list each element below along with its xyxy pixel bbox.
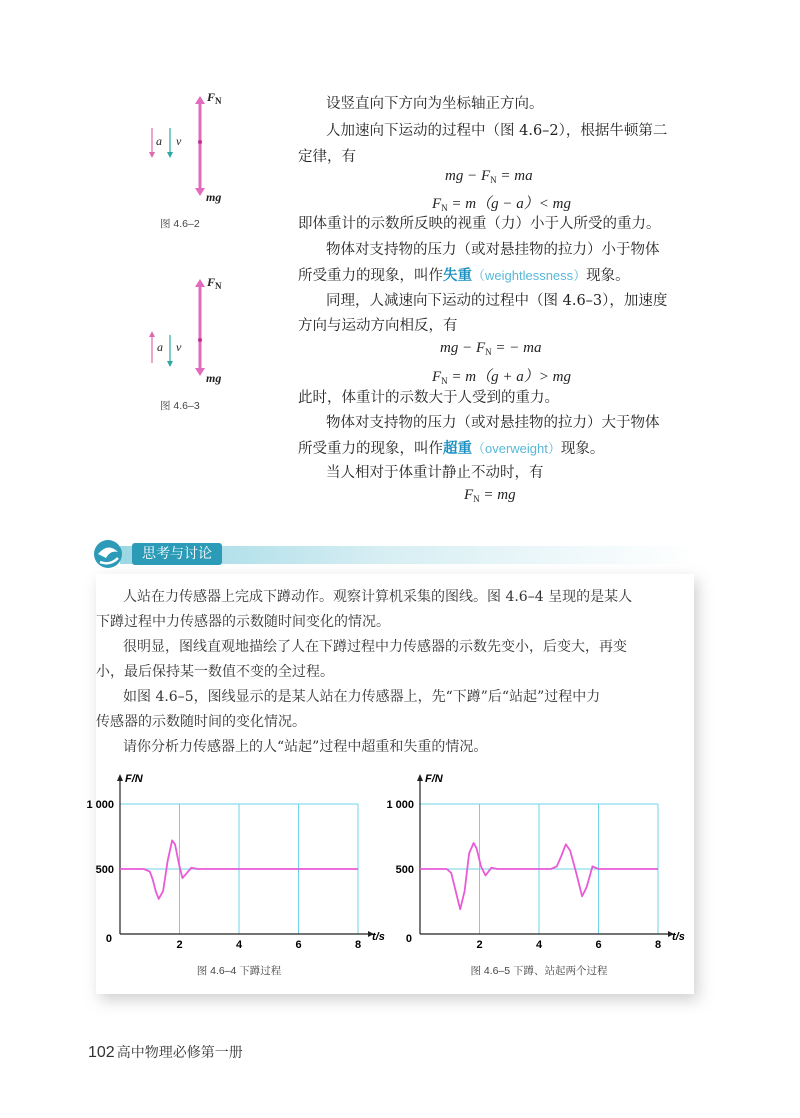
term-overweight: 超重 bbox=[443, 440, 472, 457]
discussion-p1b: 下蹲过程中力传感器的示数随时间变化的情况。 bbox=[96, 614, 390, 630]
discussion-p3a: 如图 4.6–5，图线显示的是某人站在力传感器上，先“下蹲”后“站起”过程中力 bbox=[123, 689, 601, 705]
paragraph-5a: 同理，人减速向下运动的过程中（图 4.6–3），加速度 bbox=[326, 293, 668, 309]
x-tick-label: 4 bbox=[535, 939, 543, 951]
paragraph-1: 设竖直向下方向为坐标轴正方向。 bbox=[326, 96, 544, 112]
x-tick-label: 2 bbox=[176, 939, 183, 951]
equation-3: mg − $F_N$ = − ma bbox=[440, 340, 542, 357]
fig3-caption: 图 4.6–3 bbox=[160, 400, 200, 412]
x-tick-label: 6 bbox=[595, 939, 602, 951]
discussion-banner bbox=[88, 538, 694, 568]
paragraph-7b: 所受重力的现象，叫作超重（overweight）现象。 bbox=[298, 440, 605, 457]
equation-5: $F_N$ = mg bbox=[464, 487, 516, 504]
discussion-p2b: 小，最后保持某一数值不变的全过程。 bbox=[96, 664, 334, 680]
fig3-fn-label: $F_N$ bbox=[207, 275, 222, 291]
x-tick-label: 4 bbox=[235, 939, 243, 951]
paragraph-2a: 人加速向下运动的过程中（图 4.6–2），根据牛顿第二 bbox=[326, 123, 668, 139]
x-axis-label: t/s bbox=[672, 931, 685, 943]
fig2-a-label: a bbox=[156, 134, 162, 148]
book-title: 高中物理必修第一册 bbox=[116, 1045, 243, 1061]
paragraph-3: 即体重计的示数所反映的视重（力）小于人所受的重力。 bbox=[298, 216, 661, 232]
y-axis-label: F/N bbox=[425, 773, 443, 785]
origin-label: 0 bbox=[105, 933, 112, 945]
y-tick-label: 500 bbox=[95, 864, 114, 876]
equation-2: $F_N = m(g - a)<$ mg bbox=[432, 196, 571, 213]
y-tick-label: 1 000 bbox=[386, 799, 414, 811]
paragraph-8: 当人相对于体重计静止不动时，有 bbox=[326, 465, 544, 481]
fig3-v-label: v bbox=[176, 340, 182, 354]
x-axis-label: t/s bbox=[372, 931, 385, 943]
equation-4: $F_N = m(g + a)>$ mg bbox=[432, 369, 571, 386]
discussion-p1a: 人站在力传感器上完成下蹲动作。观察计算机采集的图线。图 4.6–4 呈现的是某人 bbox=[123, 589, 633, 605]
chart-caption: 图 4.6–4 下蹲过程 bbox=[196, 965, 282, 977]
y-axis-arrow bbox=[117, 774, 123, 781]
fig2-caption: 图 4.6–2 bbox=[160, 218, 200, 230]
y-axis-label: F/N bbox=[125, 773, 143, 785]
discussion-p3b: 传感器的示数随时间的变化情况。 bbox=[96, 714, 306, 730]
origin-label: 0 bbox=[405, 933, 412, 945]
term-weightlessness: 失重 bbox=[443, 267, 472, 284]
x-tick-label: 2 bbox=[476, 939, 483, 951]
page-footer bbox=[88, 1042, 243, 1062]
paragraph-6: 此时，体重计的示数大于人受到的重力。 bbox=[298, 390, 559, 406]
discussion-p4: 请你分析力传感器上的人“站起”过程中超重和失重的情况。 bbox=[123, 739, 488, 755]
figure-4-6-3 bbox=[140, 275, 240, 390]
discussion-title: 思考与讨论 bbox=[132, 543, 222, 565]
discussion-logo-icon bbox=[88, 538, 132, 570]
paragraph-2b: 定律，有 bbox=[298, 149, 356, 165]
y-tick-label: 500 bbox=[395, 864, 414, 876]
page-number: 102 bbox=[88, 1044, 115, 1061]
y-tick-label: 1 000 bbox=[86, 799, 114, 811]
y-axis-arrow bbox=[417, 774, 423, 781]
fig3-mg-label: mg bbox=[206, 371, 222, 385]
figure-4-6-2 bbox=[140, 92, 240, 232]
fig3-a-label: a bbox=[157, 340, 163, 354]
x-tick-label: 8 bbox=[654, 939, 662, 951]
x-tick-label: 8 bbox=[354, 939, 362, 951]
paragraph-4a: 物体对支持物的压力（或对悬挂物的拉力）小于物体 bbox=[326, 242, 660, 258]
fig2-v-label: v bbox=[176, 134, 182, 148]
discussion-p2a: 很明显，图线直观地描绘了人在下蹲过程中力传感器的示数先变小，后变大，再变 bbox=[123, 639, 627, 655]
equation-1: mg − $F_N$ = ma bbox=[445, 168, 533, 185]
x-tick-label: 6 bbox=[295, 939, 302, 951]
chart-caption: 图 4.6–5 下蹲、站起两个过程 bbox=[470, 965, 608, 977]
fig2-fn-label: $F_N$ bbox=[207, 90, 222, 106]
chart-figure-4-6-4 bbox=[86, 768, 390, 983]
paragraph-5b: 方向与运动方向相反，有 bbox=[298, 318, 458, 334]
fig2-mg-label: mg bbox=[206, 190, 222, 204]
paragraph-4b: 所受重力的现象，叫作失重（weightlessness）现象。 bbox=[298, 267, 630, 284]
chart-figure-4-6-5 bbox=[386, 768, 690, 983]
paragraph-7a: 物体对支持物的压力（或对悬挂物的拉力）大于物体 bbox=[326, 415, 660, 431]
